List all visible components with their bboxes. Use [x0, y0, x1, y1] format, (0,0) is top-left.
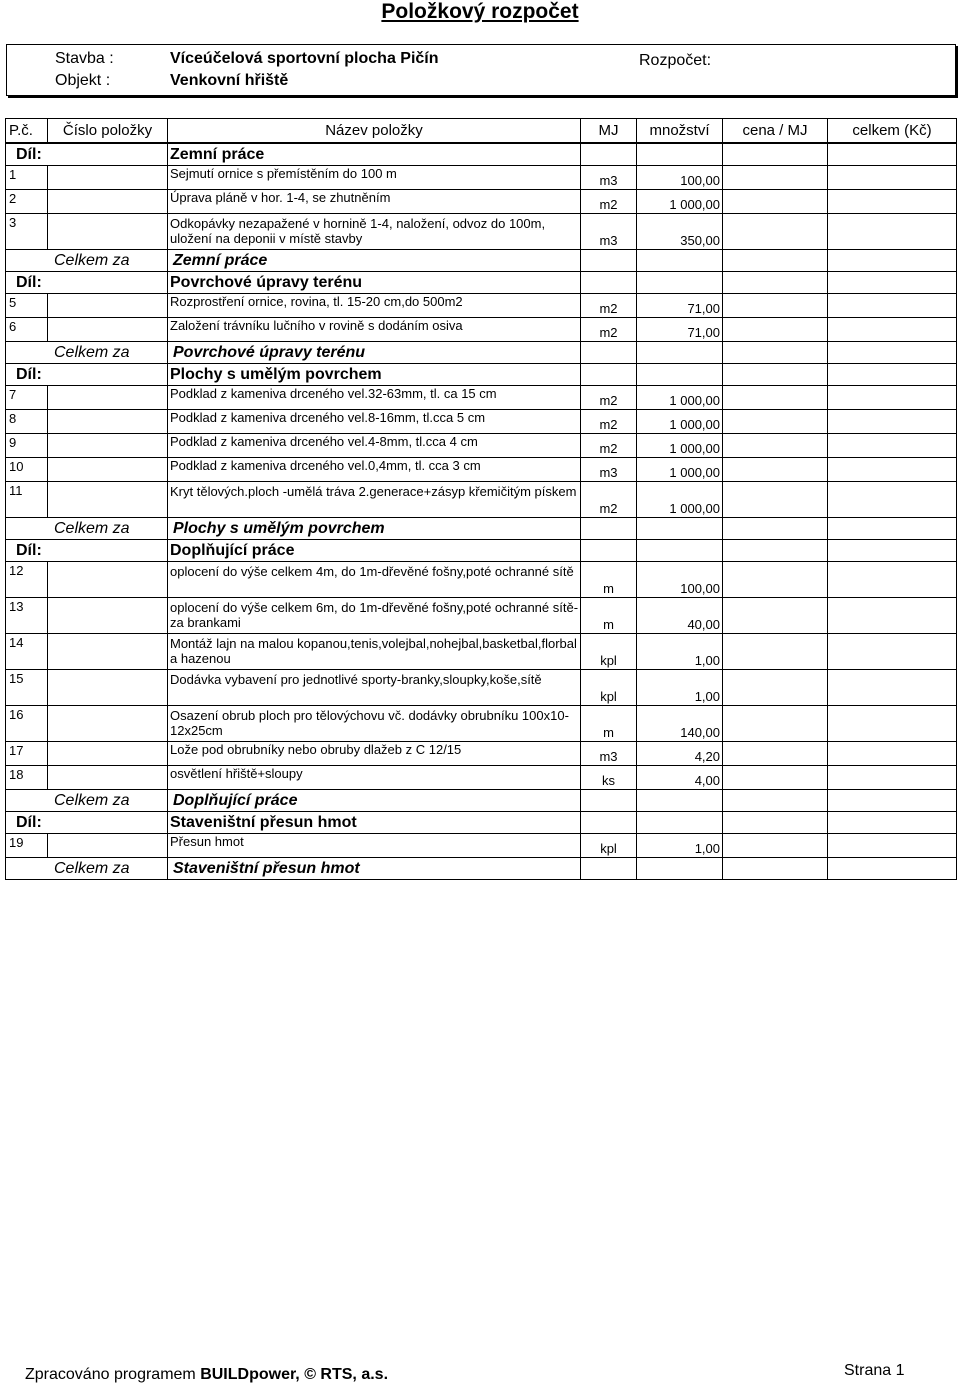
- item-total: [828, 742, 957, 766]
- empty-cell: [828, 272, 957, 294]
- item-code: [48, 766, 168, 790]
- sum-label: Celkem za: [6, 342, 168, 364]
- item-quantity: 71,00: [637, 294, 723, 318]
- empty-cell: [723, 790, 828, 812]
- empty-cell: [581, 540, 637, 562]
- empty-cell: [581, 790, 637, 812]
- item-number: 8: [6, 410, 48, 434]
- table-row: [6, 766, 957, 790]
- table-row: [6, 410, 957, 434]
- section-name: Zemní práce: [168, 143, 581, 166]
- empty-cell: [828, 364, 957, 386]
- item-code: [48, 482, 168, 518]
- item-number: 12: [6, 562, 48, 598]
- item-unit-price: [723, 214, 828, 250]
- item-unit: m: [581, 562, 637, 598]
- section-total-row: [6, 518, 957, 540]
- item-number: 19: [6, 834, 48, 858]
- col-header-celkem: celkem (Kč): [828, 119, 957, 144]
- table-row: [6, 834, 957, 858]
- item-unit: m2: [581, 318, 637, 342]
- item-unit: m3: [581, 458, 637, 482]
- table-row: [6, 318, 957, 342]
- budget-table: [5, 118, 957, 880]
- item-quantity: 100,00: [637, 166, 723, 190]
- item-total: [828, 318, 957, 342]
- dil-label: Díl:: [6, 812, 168, 834]
- item-unit-price: [723, 562, 828, 598]
- item-name: osvětlení hřiště+sloupy: [168, 766, 581, 790]
- section-name: Povrchové úpravy terénu: [168, 272, 581, 294]
- empty-cell: [828, 790, 957, 812]
- item-quantity: 1,00: [637, 634, 723, 670]
- empty-cell: [828, 143, 957, 166]
- item-number: 7: [6, 386, 48, 410]
- item-unit: m3: [581, 742, 637, 766]
- item-total: [828, 214, 957, 250]
- item-number: 15: [6, 670, 48, 706]
- empty-cell: [723, 518, 828, 540]
- dil-label: Díl:: [6, 364, 168, 386]
- section-row: [6, 812, 957, 834]
- item-unit-price: [723, 386, 828, 410]
- empty-cell: [581, 143, 637, 166]
- col-header-pc: P.č.: [6, 119, 48, 144]
- table-row: [6, 482, 957, 518]
- item-name: Podklad z kameniva drceného vel.8-16mm, tl.cca 5 cm: [168, 410, 581, 434]
- item-total: [828, 166, 957, 190]
- empty-cell: [828, 858, 957, 880]
- item-unit-price: [723, 670, 828, 706]
- table-row: [6, 562, 957, 598]
- section-name: Plochy s umělým povrchem: [168, 364, 581, 386]
- item-unit-price: [723, 598, 828, 634]
- item-name: Přesun hmot: [168, 834, 581, 858]
- section-row: [6, 540, 957, 562]
- item-unit-price: [723, 706, 828, 742]
- item-unit: ks: [581, 766, 637, 790]
- item-quantity: 71,00: [637, 318, 723, 342]
- section-total-row: [6, 250, 957, 272]
- item-unit-price: [723, 634, 828, 670]
- section-total-name: Staveništní přesun hmot: [168, 858, 581, 880]
- item-code: [48, 318, 168, 342]
- item-unit-price: [723, 458, 828, 482]
- empty-cell: [637, 518, 723, 540]
- item-total: [828, 434, 957, 458]
- item-name: Sejmutí ornice s přemístěním do 100 m: [168, 166, 581, 190]
- section-total-row: [6, 858, 957, 880]
- item-unit: m3: [581, 166, 637, 190]
- item-code: [48, 434, 168, 458]
- item-total: [828, 670, 957, 706]
- table-row: [6, 706, 957, 742]
- empty-cell: [637, 143, 723, 166]
- rozpocet-label: Rozpočet:: [639, 52, 712, 69]
- empty-cell: [637, 342, 723, 364]
- item-total: [828, 834, 957, 858]
- item-code: [48, 214, 168, 250]
- table-row: [6, 670, 957, 706]
- item-name: oplocení do výše celkem 6m, do 1m-dřevěné fošny,poté ochranné sítě-za brankami: [168, 598, 581, 634]
- item-number: 13: [6, 598, 48, 634]
- table-row: [6, 634, 957, 670]
- item-total: [828, 706, 957, 742]
- item-total: [828, 482, 957, 518]
- item-name: Rozprostření ornice, rovina, tl. 15-20 cm,do 500m2: [168, 294, 581, 318]
- item-unit: m: [581, 598, 637, 634]
- item-name: Založení trávníku lučního v rovině s dodáním osiva: [168, 318, 581, 342]
- item-code: [48, 742, 168, 766]
- item-unit: m2: [581, 386, 637, 410]
- dil-label: Díl:: [6, 143, 168, 166]
- footer-company: © RTS, a.s.: [299, 1366, 389, 1383]
- item-quantity: 1 000,00: [637, 190, 723, 214]
- empty-cell: [723, 540, 828, 562]
- table-row: [6, 166, 957, 190]
- table-row: [6, 386, 957, 410]
- section-total-name: Povrchové úpravy terénu: [168, 342, 581, 364]
- empty-cell: [828, 812, 957, 834]
- empty-cell: [723, 342, 828, 364]
- empty-cell: [637, 272, 723, 294]
- empty-cell: [723, 272, 828, 294]
- table-row: [6, 458, 957, 482]
- empty-cell: [581, 364, 637, 386]
- item-unit-price: [723, 434, 828, 458]
- empty-cell: [637, 790, 723, 812]
- col-header-mj: MJ: [581, 119, 637, 144]
- col-header-cena: cena / MJ: [723, 119, 828, 144]
- item-unit-price: [723, 318, 828, 342]
- section-name: Staveništní přesun hmot: [168, 812, 581, 834]
- item-code: [48, 386, 168, 410]
- footer-program: BUILDpower,: [200, 1366, 300, 1383]
- item-quantity: 140,00: [637, 706, 723, 742]
- header-box: [6, 44, 956, 96]
- item-code: [48, 294, 168, 318]
- empty-cell: [723, 858, 828, 880]
- item-name: Osazení obrub ploch pro tělovýchovu vč. dodávky obrubníku 100x10-12x25cm: [168, 706, 581, 742]
- item-unit-price: [723, 190, 828, 214]
- item-name: oplocení do výše celkem 4m, do 1m-dřevěné fošny,poté ochranné sítě: [168, 562, 581, 598]
- item-number: 2: [6, 190, 48, 214]
- item-quantity: 350,00: [637, 214, 723, 250]
- item-unit-price: [723, 166, 828, 190]
- item-quantity: 1 000,00: [637, 482, 723, 518]
- column-header-row: [6, 119, 957, 144]
- sum-label: Celkem za: [6, 250, 168, 272]
- item-quantity: 1 000,00: [637, 410, 723, 434]
- empty-cell: [828, 540, 957, 562]
- item-unit: m3: [581, 214, 637, 250]
- item-number: 17: [6, 742, 48, 766]
- item-number: 16: [6, 706, 48, 742]
- item-name: Dodávka vybavení pro jednotlivé sporty-branky,sloupky,koše,sítě: [168, 670, 581, 706]
- empty-cell: [581, 342, 637, 364]
- empty-cell: [581, 812, 637, 834]
- objekt-label: Objekt :: [55, 72, 111, 89]
- item-unit: m: [581, 706, 637, 742]
- item-number: 6: [6, 318, 48, 342]
- item-unit-price: [723, 482, 828, 518]
- col-header-cislo: Číslo položky: [48, 119, 168, 144]
- section-name: Doplňující práce: [168, 540, 581, 562]
- item-name: Odkopávky nezapažené v hornině 1-4, naložení, odvoz do 100m, uložení na deponii v místě stavby: [168, 214, 581, 250]
- item-total: [828, 766, 957, 790]
- empty-cell: [723, 143, 828, 166]
- stavba-label: Stavba :: [55, 50, 114, 67]
- item-name: Úprava pláně v hor. 1-4, se zhutněním: [168, 190, 581, 214]
- item-name: Montáž lajn na malou kopanou,tenis,volejbal,nohejbal,basketbal,florbal a hazenou: [168, 634, 581, 670]
- section-row: [6, 272, 957, 294]
- empty-cell: [581, 272, 637, 294]
- col-header-nazev: Název položky: [168, 119, 581, 144]
- table-row: [6, 742, 957, 766]
- table-row: [6, 190, 957, 214]
- item-name: Podklad z kameniva drceného vel.4-8mm, tl.cca 4 cm: [168, 434, 581, 458]
- table-row: [6, 294, 957, 318]
- section-total-name: Doplňující práce: [168, 790, 581, 812]
- objekt-value: Venkovní hřiště: [170, 72, 289, 89]
- item-total: [828, 190, 957, 214]
- empty-cell: [828, 250, 957, 272]
- item-unit: kpl: [581, 670, 637, 706]
- item-code: [48, 706, 168, 742]
- section-row: [6, 364, 957, 386]
- item-unit: m2: [581, 190, 637, 214]
- empty-cell: [637, 540, 723, 562]
- item-code: [48, 670, 168, 706]
- section-total-name: Zemní práce: [168, 250, 581, 272]
- item-total: [828, 634, 957, 670]
- item-unit-price: [723, 294, 828, 318]
- page-title: [0, 0, 960, 24]
- empty-cell: [723, 364, 828, 386]
- item-unit: m2: [581, 482, 637, 518]
- section-row: [6, 143, 957, 166]
- item-quantity: 1,00: [637, 670, 723, 706]
- item-unit: m2: [581, 410, 637, 434]
- sum-label: Celkem za: [6, 518, 168, 540]
- item-quantity: 100,00: [637, 562, 723, 598]
- item-number: 5: [6, 294, 48, 318]
- item-quantity: 1,00: [637, 834, 723, 858]
- item-total: [828, 458, 957, 482]
- item-name: Podklad z kameniva drceného vel.32-63mm, tl. ca 15 cm: [168, 386, 581, 410]
- item-unit: m2: [581, 294, 637, 318]
- stavba-value: Víceúčelová sportovní plocha Pičín: [170, 50, 439, 67]
- sum-label: Celkem za: [6, 790, 168, 812]
- dil-label: Díl:: [6, 540, 168, 562]
- item-quantity: 4,00: [637, 766, 723, 790]
- item-quantity: 1 000,00: [637, 386, 723, 410]
- section-total-row: [6, 342, 957, 364]
- item-number: 1: [6, 166, 48, 190]
- empty-cell: [637, 812, 723, 834]
- item-name: Kryt tělových.ploch -umělá tráva 2.generace+zásyp křemičitým pískem: [168, 482, 581, 518]
- page-title-text: Položkový rozpočet: [381, 0, 579, 23]
- item-unit: m2: [581, 434, 637, 458]
- item-quantity: 4,20: [637, 742, 723, 766]
- item-number: 18: [6, 766, 48, 790]
- item-number: 11: [6, 482, 48, 518]
- item-total: [828, 294, 957, 318]
- item-code: [48, 190, 168, 214]
- item-total: [828, 598, 957, 634]
- empty-cell: [637, 250, 723, 272]
- item-name: Lože pod obrubníky nebo obruby dlažeb z C 12/15: [168, 742, 581, 766]
- section-total-name: Plochy s umělým povrchem: [168, 518, 581, 540]
- item-unit-price: [723, 742, 828, 766]
- item-number: 10: [6, 458, 48, 482]
- item-name: Podklad z kameniva drceného vel.0,4mm, tl. cca 3 cm: [168, 458, 581, 482]
- item-quantity: 1 000,00: [637, 458, 723, 482]
- table-row: [6, 598, 957, 634]
- item-code: [48, 166, 168, 190]
- item-unit-price: [723, 834, 828, 858]
- table-row: [6, 434, 957, 458]
- item-code: [48, 410, 168, 434]
- footer-prefix: Zpracováno programem: [25, 1366, 201, 1383]
- item-code: [48, 598, 168, 634]
- section-total-row: [6, 790, 957, 812]
- item-unit-price: [723, 410, 828, 434]
- empty-cell: [828, 518, 957, 540]
- empty-cell: [637, 858, 723, 880]
- footer-page: Strana 1: [844, 1362, 905, 1379]
- item-number: 3: [6, 214, 48, 250]
- item-unit-price: [723, 766, 828, 790]
- empty-cell: [828, 342, 957, 364]
- item-number: 9: [6, 434, 48, 458]
- footer-credit: [25, 1366, 388, 1384]
- item-quantity: 40,00: [637, 598, 723, 634]
- empty-cell: [637, 364, 723, 386]
- dil-label: Díl:: [6, 272, 168, 294]
- col-header-mnozstvi: množství: [637, 119, 723, 144]
- empty-cell: [581, 858, 637, 880]
- item-total: [828, 410, 957, 434]
- empty-cell: [723, 812, 828, 834]
- item-code: [48, 562, 168, 598]
- table-row: [6, 214, 957, 250]
- item-quantity: 1 000,00: [637, 434, 723, 458]
- item-total: [828, 562, 957, 598]
- item-code: [48, 458, 168, 482]
- item-number: 14: [6, 634, 48, 670]
- empty-cell: [581, 250, 637, 272]
- sum-label: Celkem za: [6, 858, 168, 880]
- item-code: [48, 834, 168, 858]
- item-code: [48, 634, 168, 670]
- empty-cell: [723, 250, 828, 272]
- empty-cell: [581, 518, 637, 540]
- item-total: [828, 386, 957, 410]
- item-unit: kpl: [581, 834, 637, 858]
- item-unit: kpl: [581, 634, 637, 670]
